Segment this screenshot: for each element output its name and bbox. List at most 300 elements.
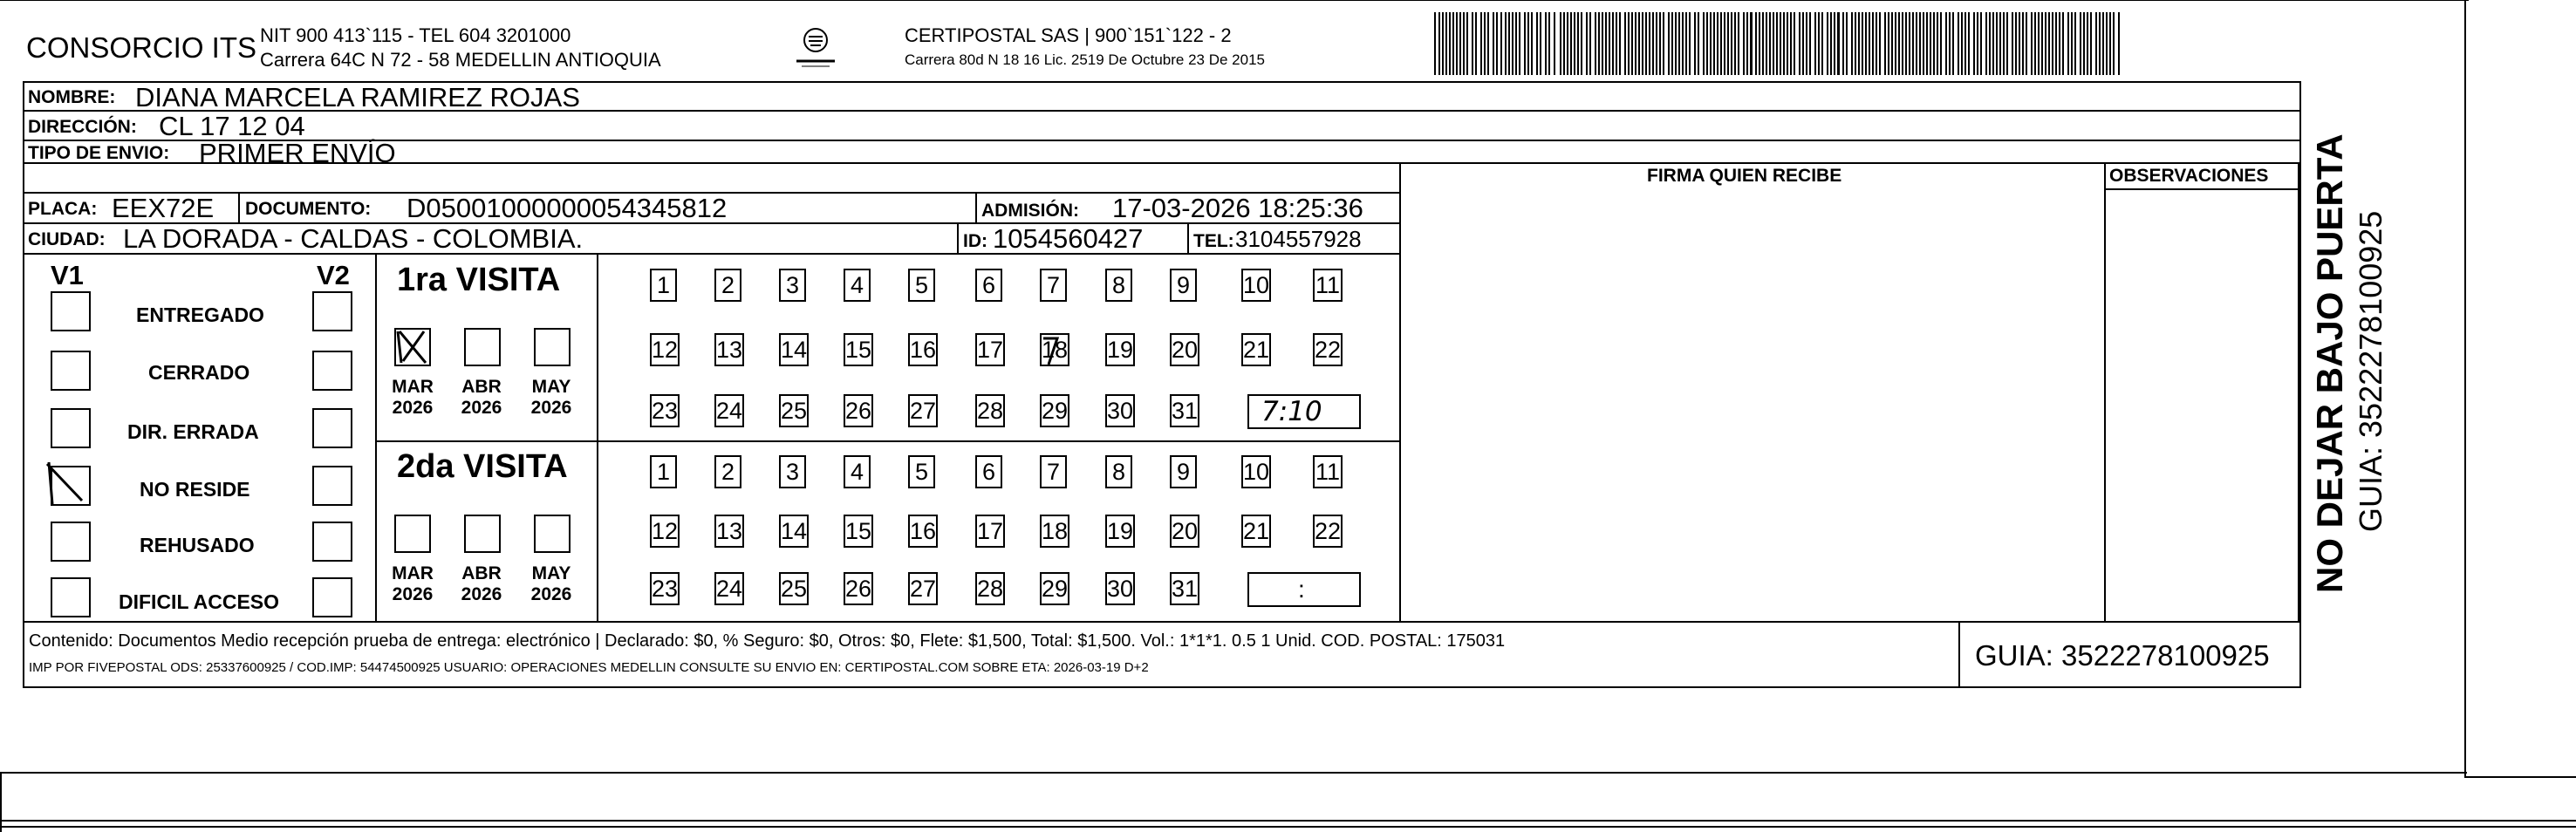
month-year: 2026 (530, 398, 572, 419)
barcode-bar (1548, 12, 1550, 75)
barcode-bar (1472, 12, 1473, 75)
second-visit-title: 2da VISITA (397, 448, 568, 485)
barcode-bar (1586, 12, 1588, 75)
first-visit-day-14[interactable]: 14 (779, 333, 809, 366)
barcode-bar (1746, 12, 1748, 75)
barcode-bar (1958, 12, 1959, 75)
second-visit-day-22[interactable]: 22 (1313, 515, 1343, 548)
barcode-bar (1855, 12, 1856, 75)
barcode-bar (1787, 12, 1788, 75)
barcode-bar (1652, 12, 1654, 75)
barcode-bar (1475, 12, 1477, 75)
second-visit-day-3[interactable]: 3 (779, 455, 806, 488)
barcode-bar (2059, 12, 2060, 75)
barcode-bar (1930, 12, 1931, 75)
certipostal-logo (789, 23, 842, 75)
first-visit-title: 1ra VISITA (397, 262, 561, 298)
barcode-bar (1888, 12, 1889, 75)
v2-checkbox-dificil-acceso[interactable] (312, 577, 352, 617)
company-name: CONSORCIO ITS (26, 31, 257, 64)
barcode-bar (1515, 12, 1517, 75)
second-visit-day-6[interactable]: 6 (975, 455, 1002, 488)
barcode-bar (1916, 12, 1917, 75)
barcode-bar (2109, 12, 2111, 75)
first-visit-day-21[interactable]: 21 (1241, 333, 1271, 366)
second-visit-day-8[interactable]: 8 (1105, 455, 1132, 488)
barcode-bar (1656, 12, 1657, 75)
first-visit-time: 7:10 (1261, 396, 1322, 427)
second-visit-day-7[interactable]: 7 (1040, 455, 1067, 488)
barcode-bar (1865, 12, 1867, 75)
barcode-bar (1442, 12, 1444, 75)
barcode-bar (1493, 12, 1494, 75)
barcode-bar (1949, 12, 1951, 75)
first-visit-day-30[interactable]: 30 (1105, 394, 1135, 427)
barcode-bar (2041, 12, 2043, 75)
first-visit-day-26[interactable]: 26 (844, 394, 873, 427)
checkmark-icon (47, 462, 87, 502)
status-dificil-acceso: DIFICIL ACCESO (119, 590, 280, 613)
barcode-bar (1869, 12, 1870, 75)
barcode-bar (1480, 12, 1482, 75)
admision-value: 17-03-2026 18:25:36 (1112, 193, 1363, 223)
first-visit-day-15[interactable]: 15 (844, 333, 873, 366)
first-visit-day-25[interactable]: 25 (779, 394, 809, 427)
barcode-bar (1980, 12, 1982, 75)
first-visit-day-28[interactable]: 28 (975, 394, 1005, 427)
barcode-bar (2026, 12, 2027, 75)
nombre-label: NOMBRE: (28, 87, 116, 107)
barcode-bar (1560, 12, 1561, 75)
tel-label: TEL: (1193, 231, 1234, 251)
v2-checkbox-dir-errada[interactable] (312, 408, 352, 448)
barcode-bar (1500, 12, 1502, 75)
barcode-bar (1830, 12, 1832, 75)
barcode-bar (1531, 12, 1533, 75)
first-visit-month-mar-checkbox[interactable] (394, 328, 431, 366)
v1-checkbox-dir-errada[interactable] (51, 408, 91, 448)
second-visit-month-may (527, 563, 576, 605)
barcode-bar (1671, 12, 1673, 75)
barcode-bar (1631, 12, 1633, 75)
barcode-bar (1818, 12, 1820, 75)
second-visit-day-4[interactable]: 4 (844, 455, 871, 488)
barcode-bar (1879, 12, 1881, 75)
barcode-bar (1685, 12, 1687, 75)
second-visit-day-27[interactable]: 27 (908, 572, 938, 605)
first-visit-day-31[interactable]: 31 (1170, 394, 1199, 427)
checkmark-icon (1040, 333, 1069, 366)
side-guia: GUIA: 3522278100925 (2353, 210, 2388, 532)
first-visit-day-11[interactable]: 11 (1313, 269, 1343, 302)
id-value: 1054560427 (993, 223, 1144, 254)
second-visit-day-31[interactable]: 31 (1170, 572, 1199, 605)
barcode-bar (1989, 12, 1991, 75)
barcode-bar (1675, 12, 1677, 75)
ciudad-label: CIUDAD: (28, 229, 106, 249)
company-nit: NIT 900 413`115 - TEL 604 3201000 (260, 24, 571, 46)
first-visit-day-12[interactable]: 12 (650, 333, 680, 366)
ciudad-value: LA DORADA - CALDAS - COLOMBIA. (123, 223, 584, 254)
first-visit-day-8[interactable]: 8 (1105, 269, 1132, 302)
first-visit-day-9[interactable]: 9 (1170, 269, 1197, 302)
second-visit-day-20[interactable]: 20 (1170, 515, 1199, 548)
second-visit-day-19[interactable]: 19 (1105, 515, 1135, 548)
barcode-bar (1612, 12, 1614, 75)
barcode-bar (1814, 12, 1816, 75)
second-visit-time: : (1298, 576, 1305, 603)
barcode-bar (1602, 12, 1603, 75)
barcode-bar (1952, 12, 1954, 75)
barcode-bar (2118, 12, 2120, 75)
barcode-bar (1717, 12, 1718, 75)
first-visit-month-may-checkbox[interactable] (534, 328, 571, 366)
barcode-bar (1985, 12, 1987, 75)
footer-guia: GUIA: 3522278100925 (1975, 639, 2270, 672)
v2-checkbox-entregado[interactable] (312, 291, 352, 331)
first-visit-day-18[interactable]: 18 (1040, 333, 1069, 366)
nombre-value: DIANA MARCELA RAMIREZ ROJAS (135, 82, 580, 113)
month-name: MAR (392, 563, 434, 583)
barcode-bar (1438, 12, 1440, 75)
status-no-reside: NO RESIDE (140, 478, 250, 501)
barcode-bar (1905, 12, 1907, 75)
month-name: ABR (461, 377, 502, 397)
barcode-bar (1574, 12, 1575, 75)
month-year: 2026 (461, 398, 502, 419)
barcode-bar (1505, 12, 1507, 75)
barcode-bar (2083, 12, 2085, 75)
barcode-bar (2048, 12, 2050, 75)
barcode-bar (1790, 12, 1792, 75)
barcode-bar (1581, 12, 1582, 75)
second-visit-day-28[interactable]: 28 (975, 572, 1005, 605)
barcode-bar (1806, 12, 1807, 75)
barcode-bar (1649, 12, 1650, 75)
barcode-bar (1713, 12, 1715, 75)
second-visit-day-26[interactable]: 26 (844, 572, 873, 605)
second-visit-day-16[interactable]: 16 (908, 515, 938, 548)
checkmark-icon (394, 328, 431, 366)
second-visit-day-12[interactable]: 12 (650, 515, 680, 548)
barcode-bar (1780, 12, 1781, 75)
barcode-bar (1759, 12, 1760, 75)
barcode-bar (1663, 12, 1664, 75)
barcode-bar (1769, 12, 1771, 75)
barcode-bar (1964, 12, 1966, 75)
barcode-bar (2067, 12, 2069, 75)
form-frame (23, 81, 2301, 688)
barcode-bar (1452, 12, 1454, 75)
first-visit-day-20[interactable]: 20 (1170, 333, 1199, 366)
barcode-bar (1659, 12, 1661, 75)
barcode-bar (1851, 12, 1853, 75)
v2-checkbox-cerrado[interactable] (312, 351, 352, 391)
barcode-bar (1434, 12, 1436, 75)
barcode-bar (2003, 12, 2005, 75)
barcode-bar (2102, 12, 2104, 75)
barcode-bar (2099, 12, 2101, 75)
barcode-bar (1682, 12, 1684, 75)
first-visit-day-4[interactable]: 4 (844, 269, 871, 302)
second-visit-day-13[interactable]: 13 (714, 515, 744, 548)
barcode-bar (1734, 12, 1736, 75)
first-visit-day-22[interactable]: 22 (1313, 333, 1343, 366)
barcode-bar (2080, 12, 2081, 75)
tel-value: 3104557928 (1235, 226, 1362, 252)
direccion-value: CL 17 12 04 (159, 111, 305, 141)
v2-label: V2 (317, 260, 350, 290)
barcode-bar (2087, 12, 2088, 75)
barcode-bar (1449, 12, 1451, 75)
barcode-bar (1540, 12, 1541, 75)
barcode-bar (1996, 12, 1998, 75)
barcode-bar (1524, 12, 1526, 75)
v1-checkbox-no-reside[interactable] (51, 466, 91, 506)
barcode-bar (1891, 12, 1893, 75)
second-visit-day-1[interactable]: 1 (650, 455, 677, 488)
month-name: MAY (531, 377, 571, 397)
barcode-bar (1940, 12, 1942, 75)
barcode-bar (1842, 12, 1844, 75)
id-label: ID: (963, 231, 987, 251)
v2-checkbox-rehusado[interactable] (312, 522, 352, 562)
v1-checkbox-dificil-acceso[interactable] (51, 577, 91, 617)
first-visit-month-may (527, 377, 576, 419)
barcode-bar (1595, 12, 1596, 75)
first-visit-day-7[interactable]: 7 (1040, 269, 1067, 302)
barcode-bar (1638, 12, 1640, 75)
v1-label: V1 (51, 260, 84, 290)
second-visit-day-21[interactable]: 21 (1241, 515, 1271, 548)
second-visit-day-11[interactable]: 11 (1313, 455, 1343, 488)
barcode-bar (1872, 12, 1874, 75)
second-visit-day-14[interactable]: 14 (779, 515, 809, 548)
barcode-bar (1694, 12, 1696, 75)
second-visit-time-box[interactable] (1247, 572, 1361, 607)
barcode-bar (1527, 12, 1529, 75)
barcode-bar (1895, 12, 1896, 75)
barcode-bar (1678, 12, 1680, 75)
barcode-bar (2071, 12, 2073, 75)
barcode-image (1431, 12, 2128, 75)
barcode-bar (1977, 12, 1978, 75)
barcode-bar (1973, 12, 1975, 75)
second-visit-day-15[interactable]: 15 (844, 515, 873, 548)
documento-value: D05001000000054345812 (407, 193, 728, 223)
barcode-bar (1727, 12, 1729, 75)
second-visit-day-24[interactable]: 24 (714, 572, 744, 605)
v1-checkbox-rehusado[interactable] (51, 522, 91, 562)
barcode-bar (2012, 12, 2013, 75)
barcode-bar (1945, 12, 1947, 75)
barcode-bar (1720, 12, 1722, 75)
barcode-bar (1937, 12, 1938, 75)
barcode-bar (1919, 12, 1921, 75)
first-visit-day-27[interactable]: 27 (908, 394, 938, 427)
second-visit-day-18[interactable]: 18 (1040, 515, 1069, 548)
barcode-bar (1834, 12, 1835, 75)
barcode-bar (1567, 12, 1568, 75)
barcode-bar (1508, 12, 1510, 75)
certipostal-name: CERTIPOSTAL SAS | 900`151`122 - 2 (905, 24, 1232, 46)
first-visit-day-17[interactable]: 17 (975, 333, 1005, 366)
barcode-bar (1799, 12, 1800, 75)
second-visit-day-9[interactable]: 9 (1170, 455, 1197, 488)
barcode-bar (1862, 12, 1863, 75)
barcode-bar (1487, 12, 1489, 75)
barcode-bar (1635, 12, 1636, 75)
side-warning: NO DEJAR BAJO PUERTA (2309, 133, 2350, 593)
barcode-bar (1466, 12, 1468, 75)
second-visit-day-17[interactable]: 17 (975, 515, 1005, 548)
barcode-bar (1689, 12, 1691, 75)
barcode-bar (1724, 12, 1725, 75)
barcode-bar (1837, 12, 1840, 75)
barcode-bar (1802, 12, 1804, 75)
barcode-bar (1545, 12, 1547, 75)
barcode-bar (1463, 12, 1465, 75)
barcode-bar (1554, 12, 1555, 75)
barcode-bar (1999, 12, 2001, 75)
barcode-bar (1902, 12, 1903, 75)
barcode-bar (1619, 12, 1621, 75)
barcode-bar (1456, 12, 1458, 75)
certipostal-address: Carrera 80d N 18 16 Lic. 2519 De Octubre 23 De 2015 (905, 51, 1265, 68)
barcode-bar (1884, 12, 1886, 75)
footer-imp: IMP POR FIVEPOSTAL ODS: 25337600925 / COD.IMP: 54474500925 USUARIO: OPERACIONES MEDELLIN CONSULTE SU ENVIO EN: CERTIPOSTAL.COM SOBRE ETA: 2026-03-19 D+2 (29, 660, 1149, 675)
barcode-bar (1459, 12, 1461, 75)
month-year: 2026 (530, 584, 572, 605)
month-year: 2026 (392, 584, 434, 605)
barcode-bar (2113, 12, 2115, 75)
first-visit-day-19[interactable]: 19 (1105, 333, 1135, 366)
second-visit-day-29[interactable]: 29 (1040, 572, 1069, 605)
barcode-bar (2062, 12, 2064, 75)
second-visit-day-10[interactable]: 10 (1241, 455, 1271, 488)
barcode-bar (1628, 12, 1630, 75)
first-visit-day-6[interactable]: 6 (975, 269, 1002, 302)
barcode-bar (2095, 12, 2097, 75)
barcode-bar (1598, 12, 1600, 75)
observaciones-header: OBSERVACIONES (2109, 166, 2269, 186)
barcode-bar (1616, 12, 1617, 75)
barcode-bar (1961, 12, 1963, 75)
first-visit-month-abr (457, 377, 506, 419)
barcode-bar (1750, 12, 1753, 75)
barcode-bar (2090, 12, 2092, 75)
barcode-bar (1589, 12, 1591, 75)
direccion-label: DIRECCIÓN: (28, 117, 137, 137)
v2-checkbox-no-reside[interactable] (312, 466, 352, 506)
barcode-bar (1923, 12, 1924, 75)
second-visit-month-abr-checkbox[interactable] (464, 515, 501, 553)
barcode-bar (1536, 12, 1538, 75)
barcode-bar (1645, 12, 1647, 75)
barcode-bar (1519, 12, 1520, 75)
footer-content: Contenido: Documentos Medio recepción prueba de entrega: electrónico | Declarado: $0, % Seguro: $0, Otros: $0, Flete: $1,500, Total: $1,500. Vol.: 1*1*1. 0.5 1 Unid. COD. POSTAL: 175031 (29, 631, 1506, 651)
status-cerrado: CERRADO (148, 361, 250, 384)
v1-checkbox-cerrado[interactable] (51, 351, 91, 391)
barcode-bar (1445, 12, 1447, 75)
status-dir-errada: DIR. ERRADA (127, 420, 259, 443)
first-visit-day-3[interactable]: 3 (779, 269, 806, 302)
barcode-bar (1898, 12, 1900, 75)
tipo-envio-value: PRIMER ENVÍO (199, 138, 396, 168)
barcode-bar (2055, 12, 2057, 75)
first-visit-time-box[interactable] (1247, 394, 1361, 429)
month-name: ABR (461, 563, 502, 583)
admision-label: ADMISIÓN: (981, 201, 1079, 221)
first-visit-month-mar (388, 377, 437, 419)
barcode-bar (1766, 12, 1767, 75)
company-address: Carrera 64C N 72 - 58 MEDELLIN ANTIOQUIA (260, 49, 661, 71)
second-visit-day-30[interactable]: 30 (1105, 572, 1135, 605)
first-visit-day-23[interactable]: 23 (650, 394, 680, 427)
second-visit-day-5[interactable]: 5 (908, 455, 935, 488)
second-visit-month-mar (388, 563, 437, 605)
first-visit-day-2[interactable]: 2 (714, 269, 741, 302)
barcode-bar (1776, 12, 1778, 75)
second-visit-day-2[interactable]: 2 (714, 455, 741, 488)
barcode-bar (1912, 12, 1914, 75)
barcode-bar (1605, 12, 1607, 75)
barcode-bar (2038, 12, 2040, 75)
first-visit-month-abr-checkbox[interactable] (464, 328, 501, 366)
barcode (1431, 12, 2128, 75)
barcode-bar (1642, 12, 1643, 75)
first-visit-day-10[interactable]: 10 (1241, 269, 1271, 302)
barcode-bar (1743, 12, 1745, 75)
barcode-bar (1609, 12, 1610, 75)
barcode-bar (1710, 12, 1712, 75)
documento-label: DOCUMENTO: (245, 199, 372, 219)
barcode-bar (1570, 12, 1572, 75)
barcode-bar (1706, 12, 1708, 75)
first-visit-day-5[interactable]: 5 (908, 269, 935, 302)
v1-checkbox-entregado[interactable] (51, 291, 91, 331)
barcode-bar (1858, 12, 1860, 75)
barcode-bar (2052, 12, 2053, 75)
first-visit-day-16[interactable]: 16 (908, 333, 938, 366)
barcode-bar (2022, 12, 2024, 75)
first-visit-day-13[interactable]: 13 (714, 333, 744, 366)
barcode-bar (1773, 12, 1774, 75)
second-visit-month-abr (457, 563, 506, 605)
barcode-bar (1933, 12, 1935, 75)
barcode-bar (2034, 12, 2036, 75)
barcode-bar (1968, 12, 1970, 75)
barcode-bar (1809, 12, 1811, 75)
first-visit-day-29[interactable]: 29 (1040, 394, 1069, 427)
barcode-bar (1577, 12, 1579, 75)
second-visit-month-mar-checkbox[interactable] (394, 515, 431, 553)
second-visit-day-25[interactable]: 25 (779, 572, 809, 605)
barcode-bar (1876, 12, 1877, 75)
barcode-bar (1909, 12, 1910, 75)
second-visit-month-may-checkbox[interactable] (534, 515, 571, 553)
first-visit-day-1[interactable]: 1 (650, 269, 677, 302)
barcode-bar (2045, 12, 2046, 75)
second-visit-day-23[interactable]: 23 (650, 572, 680, 605)
barcode-bar (1794, 12, 1795, 75)
barcode-bar (1731, 12, 1732, 75)
barcode-bar (1846, 12, 1848, 75)
barcode-bar (2031, 12, 2033, 75)
barcode-bar (2006, 12, 2008, 75)
first-visit-day-24[interactable]: 24 (714, 394, 744, 427)
barcode-bar (1926, 12, 1928, 75)
